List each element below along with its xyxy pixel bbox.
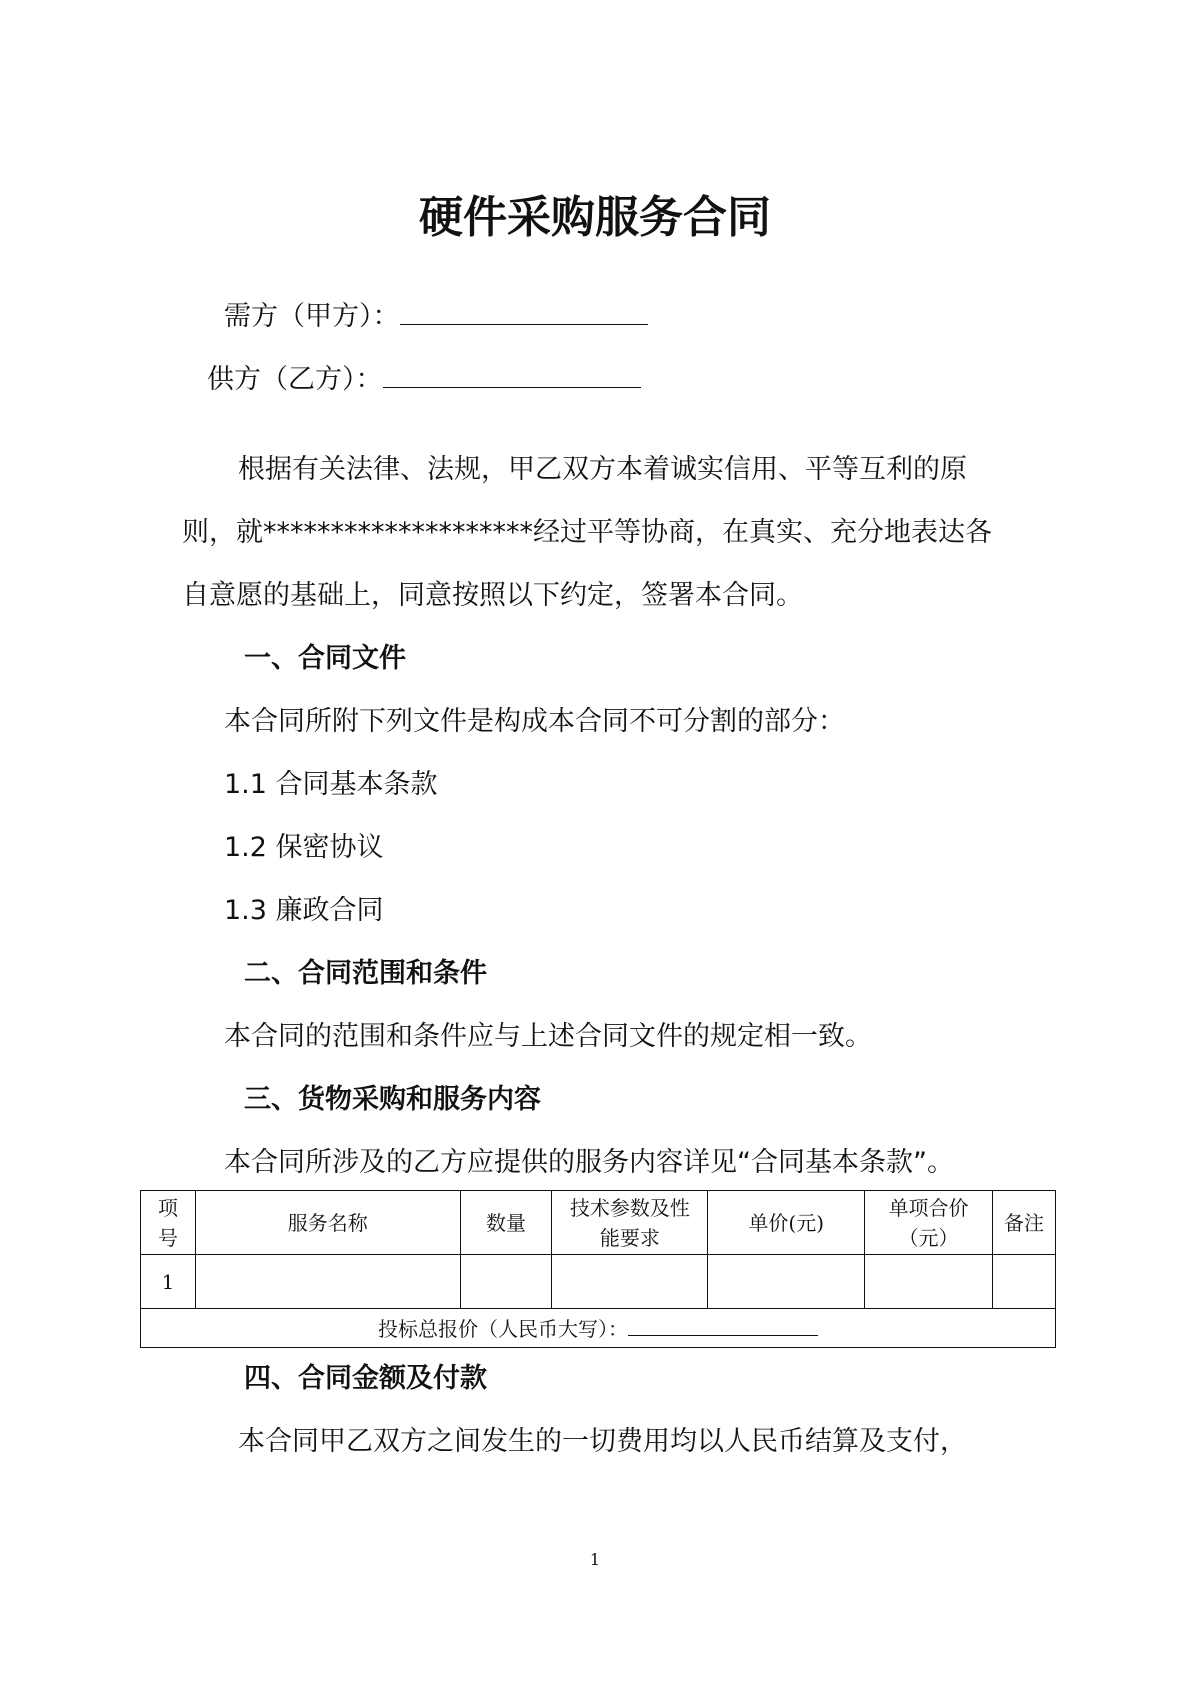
row-unit-price bbox=[708, 1255, 865, 1309]
intro-line-3: 自意愿的基础上，同意按照以下约定，签署本合同。 bbox=[182, 580, 803, 611]
document-title: 硬件采购服务合同 bbox=[419, 192, 771, 243]
party-b-line bbox=[207, 359, 641, 398]
section-1-text: 本合同所附下列文件是构成本合同不可分割的部分： bbox=[224, 706, 845, 737]
row-spec bbox=[552, 1255, 708, 1309]
section-4-heading: 四、合同金额及付款 bbox=[244, 1363, 487, 1394]
page-number: 1 bbox=[589, 1550, 601, 1569]
row-no: 1 bbox=[141, 1255, 196, 1309]
service-table bbox=[140, 1190, 1056, 1348]
row-item-total bbox=[865, 1255, 993, 1309]
section-2-heading: 二、合同范围和条件 bbox=[244, 958, 487, 989]
section-4-text: 本合同甲乙双方之间发生的一切费用均以人民币结算及支付， bbox=[238, 1426, 967, 1457]
party-a-line bbox=[224, 296, 648, 335]
table-row bbox=[141, 1255, 1056, 1309]
party-b-label: 供方（乙方）： bbox=[207, 364, 383, 395]
section-1-heading: 一、合同文件 bbox=[244, 643, 406, 674]
party-a-blank bbox=[400, 296, 648, 325]
header-service-name: 服务名称 bbox=[195, 1191, 460, 1255]
row-remark bbox=[993, 1255, 1056, 1309]
party-b-blank bbox=[383, 359, 641, 388]
total-price-label: 投标总报价（人民币大写）： bbox=[378, 1316, 628, 1341]
header-unit-price: 单价(元) bbox=[708, 1191, 865, 1255]
total-price-cell bbox=[141, 1309, 1056, 1348]
party-a-label: 需方（甲方）： bbox=[224, 301, 400, 332]
table-header-row bbox=[141, 1191, 1056, 1255]
row-quantity bbox=[460, 1255, 552, 1309]
header-remark: 备注 bbox=[993, 1191, 1056, 1255]
row-service-name bbox=[195, 1255, 460, 1309]
section-1-item-2: 1.2 保密协议 bbox=[224, 832, 384, 863]
total-price-blank bbox=[628, 1313, 818, 1336]
intro-line-2: 则，就********************经过平等协商，在真实、充分地表达各 bbox=[182, 517, 992, 548]
section-3-heading: 三、货物采购和服务内容 bbox=[244, 1084, 541, 1115]
table-total-row bbox=[141, 1309, 1056, 1348]
header-quantity: 数量 bbox=[460, 1191, 552, 1255]
header-item-total: 单项合价 （元） bbox=[865, 1191, 993, 1255]
intro-line-1: 根据有关法律、法规，甲乙双方本着诚实信用、平等互利的原 bbox=[238, 454, 967, 485]
section-1-item-3: 1.3 廉政合同 bbox=[224, 895, 384, 926]
header-no: 项 号 bbox=[141, 1191, 196, 1255]
header-spec: 技术参数及性 能要求 bbox=[552, 1191, 708, 1255]
section-2-text: 本合同的范围和条件应与上述合同文件的规定相一致。 bbox=[224, 1021, 872, 1052]
section-3-text: 本合同所涉及的乙方应提供的服务内容详见“合同基本条款”。 bbox=[224, 1147, 954, 1178]
section-1-item-1: 1.1 合同基本条款 bbox=[224, 769, 438, 800]
